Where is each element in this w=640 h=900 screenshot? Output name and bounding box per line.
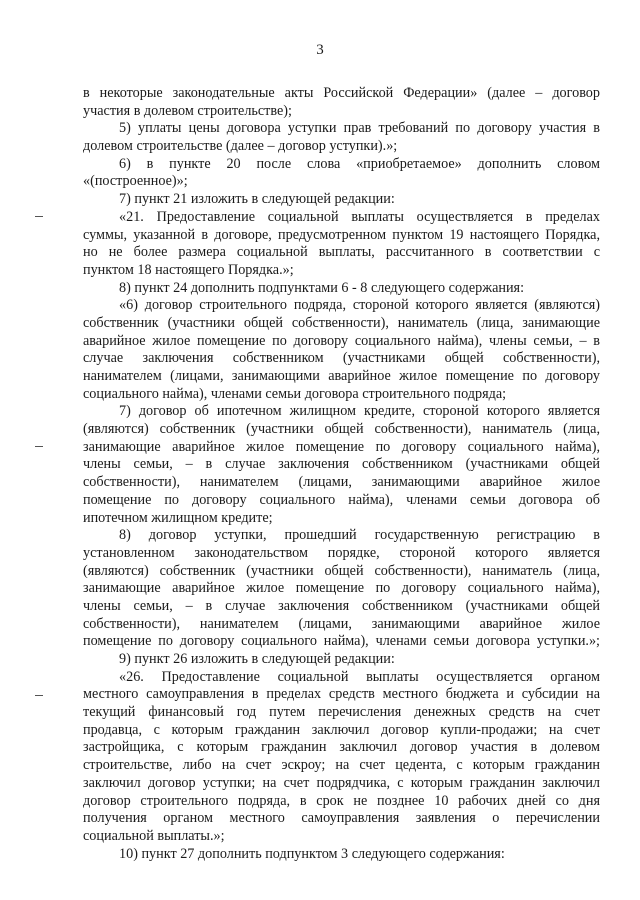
text-line: текущий финансовый год путем перечисления денежных средств на счет (83, 704, 600, 721)
text-line: 7) договор об ипотечном жилищном кредите, стороной которого является (119, 403, 600, 420)
text-line: местного самоуправления в пределах средств местного бюджета и субсидии на (83, 686, 600, 703)
text-line: социальной выплаты.»; (83, 827, 225, 844)
text-line: помещение по договору социального найма), членами семьи договора об (83, 491, 600, 508)
text-line: «6) договор строительного подряда, стороной которого является (являются) (119, 297, 600, 314)
text-line: «26. Предоставление социальной выплаты осуществляется органом (119, 668, 600, 685)
text-line: собственник (участники общей собственности), наниматель (лица, занимающие (83, 314, 600, 331)
text-line: пунктом 18 настоящего Порядка.»; (83, 261, 294, 278)
text-line: случае заключения собственником (участниками общей собственности), (83, 350, 600, 367)
text-line: ипотечном жилищном кредите; (83, 509, 273, 526)
text-line: 6) в пункте 20 после слова «приобретаемое» дополнить словом (119, 155, 600, 172)
text-line: 10) пункт 27 дополнить подпунктом 3 следующего содержания: (119, 845, 505, 862)
text-line: договор строительного подряда, в срок не позднее 10 рабочих дней со дня (83, 792, 600, 809)
text-line: 7) пункт 21 изложить в следующей редакции: (119, 191, 395, 208)
margin-mark (35, 216, 43, 217)
text-line: 8) пункт 24 дополнить подпунктами 6 - 8 следующего содержания: (119, 279, 525, 296)
text-line: долевом строительстве (далее – договор уступки).»; (83, 138, 398, 155)
text-line: 9) пункт 26 изложить в следующей редакции: (119, 651, 395, 667)
text-line: занимающие аварийное жилое помещение по договору социального найма), (83, 438, 600, 455)
text-line: суммы, указанной в договоре, предусмотренном пунктом 19 настоящего Порядка, (83, 226, 600, 243)
text-line: члены семьи, – в случае заключения собственником (участниками общей (83, 456, 600, 473)
text-line: занимающие аварийное жилое помещение по договору социального найма), (83, 580, 600, 597)
text-line: «21. Предоставление социальной выплаты осуществляется в пределах (119, 208, 600, 225)
text-line: 8) договор уступки, прошедший государственную регистрацию в (119, 527, 600, 544)
text-line: (являются) собственник (участники общей собственности), наниматель (лица, (83, 562, 600, 579)
text-line: «(построенное)»; (83, 173, 188, 190)
page-number: 3 (316, 42, 324, 58)
text-line: аварийное жилое помещение по договору социального найма), члены семьи, – в (83, 332, 600, 349)
text-line: участия в долевом строительстве); (83, 102, 292, 119)
text-line: (являются) собственник (участники общей собственности), наниматель (лица, (83, 421, 600, 438)
text-line: собственности), нанимателем (лицами, занимающими аварийное жилое (83, 615, 600, 632)
margin-mark (35, 446, 43, 447)
text-line: социального найма), членами семьи договора строительного подряда; (83, 385, 507, 402)
text-line: но не более размера социальной выплаты, рассчитанного в соответствии с (83, 244, 600, 261)
text-line: члены семьи, – в случае заключения собственником (участниками общей (83, 597, 600, 614)
text-line: 5) уплаты цены договора уступки прав требований по договору участия в (119, 120, 600, 137)
document-body (83, 85, 600, 863)
text-line: установленном законодательством порядке, стороной которого является (83, 544, 600, 561)
text-line: нанимателем (лицами, занимающими аварийное жилое помещение по договору (83, 368, 600, 384)
text-line: строительстве, либо на счет эскроу; на счет цедента, с которым гражданин (83, 757, 600, 774)
margin-mark (35, 695, 43, 696)
text-line: продавца, с которым гражданин заключил договор купли-продажи; на счет (83, 721, 600, 738)
text-line: в некоторые законодательные акты Российской Федерации» (далее – договор (83, 85, 600, 101)
text-line: получения органом местного самоуправления заявления о перечислении (83, 810, 600, 827)
text-line: застройщика, с которым гражданин заключил договор участия в долевом (83, 739, 600, 756)
text-line: помещение по договору социального найма), членами семьи договора уступки.»; (83, 633, 600, 650)
text-line: заключил договор уступки; на счет подрядчика, с которым гражданин заключил (83, 774, 600, 791)
text-line: собственности), нанимателем (лицами, занимающими аварийное жилое (83, 474, 600, 491)
